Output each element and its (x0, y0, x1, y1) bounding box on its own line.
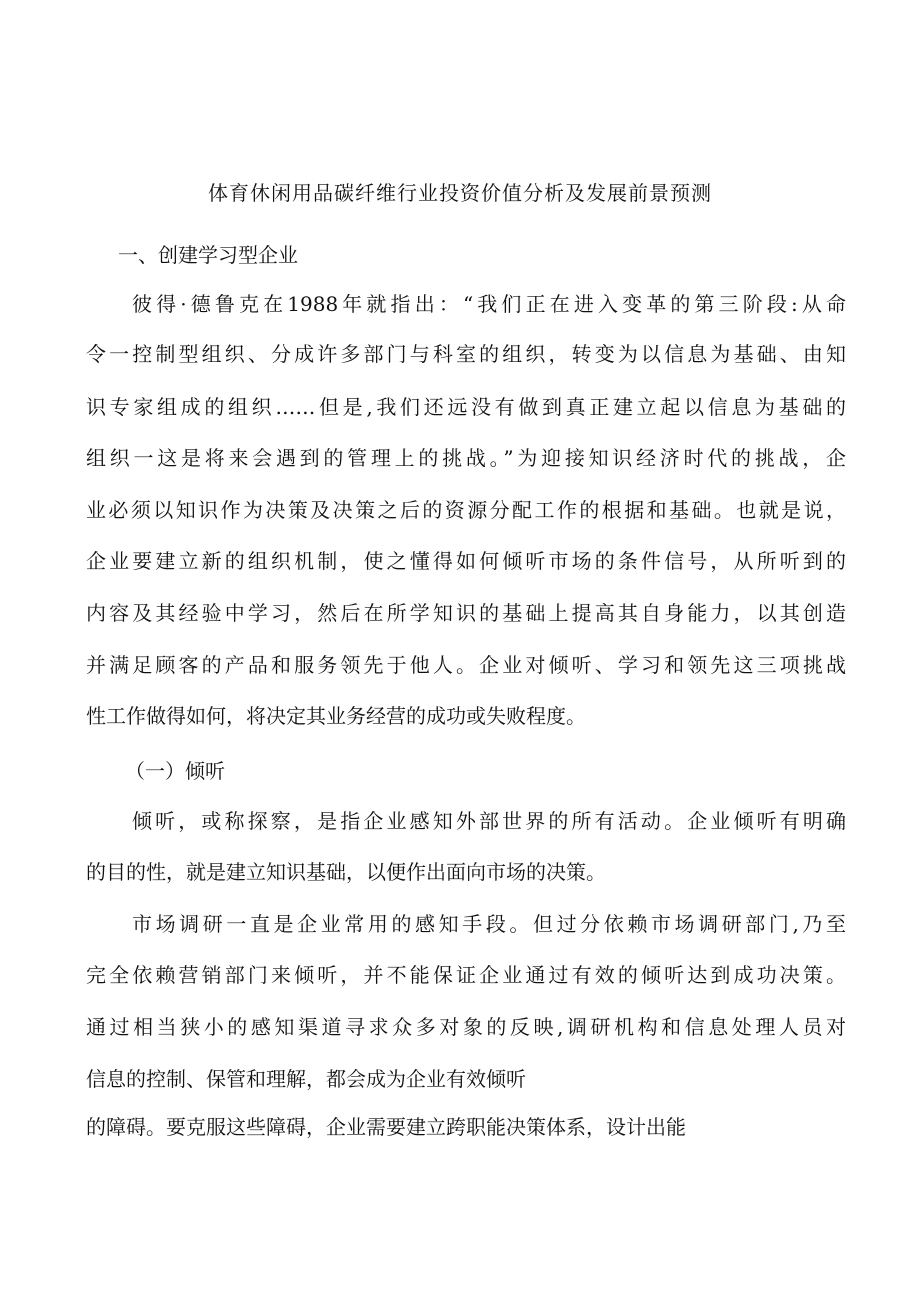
paragraph-line: 通过相当狭小的感知渠道寻求众多对象的反映,调研机构和信息处理人员对 (86, 1015, 846, 1039)
paragraph-line: 内容及其经验中学习，然后在所学知识的基础上提高其自身能力，以其创造 (86, 601, 846, 625)
paragraph-line: 企业要建立新的组织机制，使之懂得如何倾听市场的条件信号，从所听到的 (86, 549, 846, 573)
document-title: 体育休闲用品碳纤维行业投资价值分析及发展前景预测 (208, 181, 712, 205)
paragraph-line: 市场调研一直是企业常用的感知手段。但过分依赖市场调研部门,乃至 (132, 912, 846, 936)
paragraph-line: 的障碍。要克服这些障碍，企业需要建立跨职能决策体系，设计出能 (86, 1115, 686, 1139)
paragraph-line: 令一控制型组织、分成许多部门与科室的组织，转变为以信息为基础、由知 (86, 342, 846, 366)
section-heading: 一、创建学习型企业 (118, 243, 298, 267)
paragraph-line: 组织一这是将来会遇到的管理上的挑战。”为迎接知识经济时代的挑战，企 (86, 446, 846, 470)
paragraph-line: 完全依赖营销部门来倾听，并不能保证企业通过有效的倾听达到成功决策。 (86, 963, 846, 987)
paragraph-line: 信息的控制、保管和理解，都会成为企业有效倾听 (86, 1067, 526, 1091)
paragraph-line: 的目的性，就是建立知识基础，以便作出面向市场的决策。 (86, 860, 606, 884)
paragraph-line: 识专家组成的组织……但是,我们还远没有做到真正建立起以信息为基础的 (86, 395, 846, 419)
paragraph-line: 倾听，或称探察，是指企业感知外部世界的所有活动。企业倾听有明确 (132, 809, 846, 833)
paragraph-line: 彼得·德鲁克在1988年就指出：“我们正在进入变革的第三阶段:从命 (132, 292, 846, 316)
paragraph-line: 并满足顾客的产品和服务领先于他人。企业对倾听、学习和领先这三项挑战 (86, 653, 846, 677)
paragraph-line: 性工作做得如何，将决定其业务经营的成功或失败程度。 (86, 704, 586, 728)
subsection-heading: （一）倾听 (125, 759, 225, 783)
paragraph-line: 业必须以知识作为决策及决策之后的资源分配工作的根据和基础。也就是说， (86, 498, 846, 522)
